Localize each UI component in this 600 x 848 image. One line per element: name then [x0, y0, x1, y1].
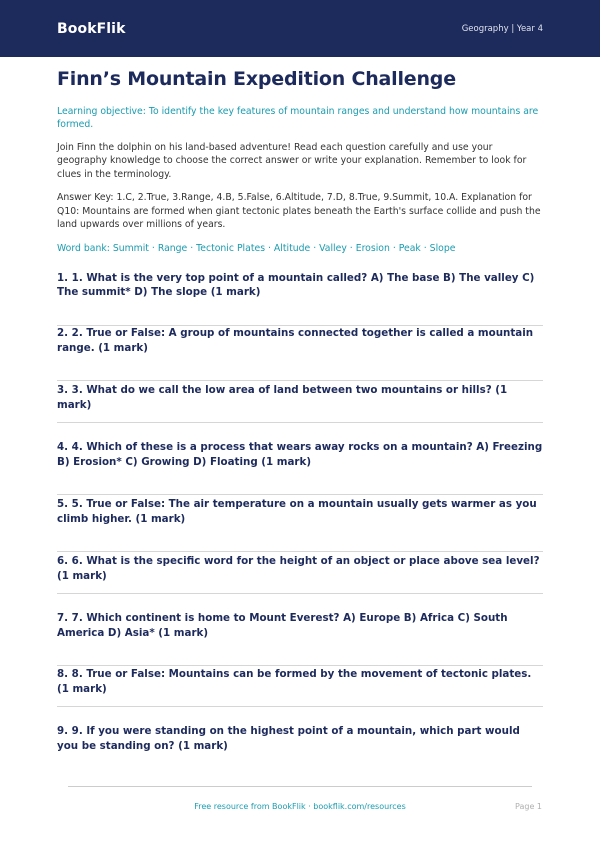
- question-2: [57, 326, 543, 356]
- answer-line: [57, 380, 543, 381]
- subject-year-label: Geography | Year 4: [461, 23, 543, 34]
- answer-line: [57, 593, 543, 594]
- page-number: Page 1: [515, 802, 542, 811]
- word-bank: Word bank: Summit · Range · Tectonic Plates · Altitude · Valley · Erosion · Peak · Slope: [57, 242, 456, 254]
- question-8: [57, 667, 543, 697]
- question-text: 3. 3. What do we call the low area of land between two mountains or hills? (1 mark): [57, 384, 508, 412]
- answer-key: Answer Key: 1.C, 2.True, 3.Range, 4.B, 5.False, 6.Altitude, 7.D, 8.True, 9.Summit, 10.A. Explanation for Q10: Mountains are formed when giant tectonic plates beneath the Earth's surface collide and push the land upwards over millions of years.: [57, 192, 541, 231]
- brand-logo: BookFlik: [57, 20, 126, 37]
- question-text: 2. 2. True or False: A group of mountains connected together is called a mountain range. (1 mark): [57, 327, 534, 355]
- header-bar: [0, 0, 600, 57]
- intro-paragraph: Join Finn the dolphin on his land-based adventure! Read each question carefully and use your geography knowledge to choose the correct answer or write your explanation. Remember to look for clues in the terminology.: [57, 141, 527, 180]
- answer-line: [57, 706, 543, 707]
- learning-objective: Learning objective: To identify the key features of mountain ranges and understand how mountains are formed.: [57, 105, 539, 130]
- question-text: 8. 8. True or False: Mountains can be formed by the movement of tectonic plates. (1 mark): [57, 668, 532, 696]
- question-4: [57, 440, 543, 470]
- question-text: 9. 9. If you were standing on the highest point of a mountain, which part would you be standing on? (1 mark): [57, 725, 520, 753]
- question-7: [57, 611, 543, 641]
- question-1: [57, 271, 543, 301]
- footer-divider: [68, 786, 532, 787]
- question-6: [57, 554, 543, 584]
- question-3: [57, 383, 543, 413]
- page-title: Finn’s Mountain Expedition Challenge: [57, 68, 456, 90]
- answer-line: [57, 551, 543, 552]
- question-text: 1. 1. What is the very top point of a mountain called? A) The base B) The valley C) The summit* D) The slope (1 mark): [57, 271, 535, 299]
- answer-line: [57, 665, 543, 666]
- question-5: [57, 497, 543, 527]
- answer-line: [57, 422, 543, 423]
- worksheet-body: [0, 67, 600, 754]
- question-text: 6. 6. What is the specific word for the height of an object or place above sea level? (1 mark): [57, 554, 540, 582]
- question-text: 5. 5. True or False: The air temperature on a mountain usually gets warmer as you climb higher. (1 mark): [57, 497, 537, 525]
- question-text: 7. 7. Which continent is home to Mount Everest? A) Europe B) Africa C) South America D) Asia* (1 mark): [57, 611, 508, 639]
- answer-line: [57, 494, 543, 495]
- footer-credit: Free resource from BookFlik · bookflik.com/resources: [194, 802, 406, 811]
- question-text: 4. 4. Which of these is a process that wears away rocks on a mountain? A) Freezing B) Erosion* C) Growing D) Floating (1 mark): [57, 441, 543, 468]
- question-9: [57, 724, 543, 754]
- answer-line: [57, 325, 543, 326]
